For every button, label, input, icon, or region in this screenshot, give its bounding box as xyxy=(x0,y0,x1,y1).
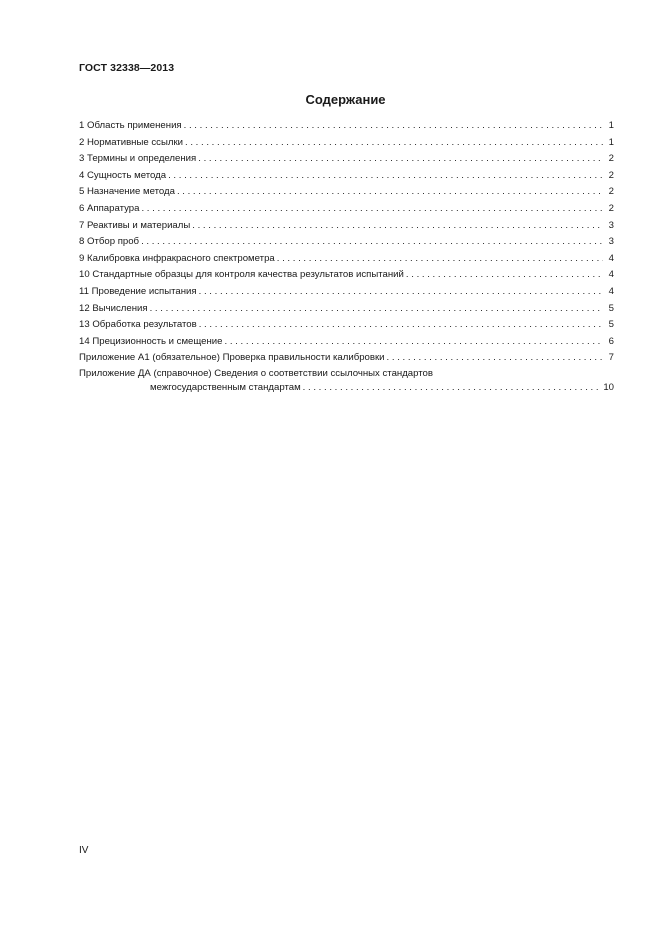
toc-entry-label: 10 Стандартные образцы для контроля качества результатов испытаний xyxy=(79,269,404,281)
toc-entry-page: 1 xyxy=(608,120,614,131)
toc-entry xyxy=(79,201,614,218)
toc-entry-page: 4 xyxy=(608,252,614,264)
dot-leader xyxy=(177,184,603,201)
toc-entry-multiline xyxy=(79,367,614,397)
toc-entry-label-line2: межгосударственным стандартам xyxy=(150,381,301,393)
toc-entry xyxy=(79,234,614,251)
toc-entry-page: 2 xyxy=(608,169,614,181)
toc-entry xyxy=(79,284,614,301)
dot-leader xyxy=(198,151,603,168)
toc-entry xyxy=(79,135,614,152)
toc-entry-label: 5 Назначение метода xyxy=(79,186,175,198)
page-title: Содержание xyxy=(305,92,386,107)
toc-entry xyxy=(79,350,614,367)
dot-leader xyxy=(185,135,603,152)
toc-entry-page: 4 xyxy=(608,285,614,297)
table-of-contents xyxy=(79,118,614,397)
toc-entry xyxy=(79,267,614,284)
dot-leader xyxy=(150,301,603,318)
toc-entry-page: 7 xyxy=(608,352,614,364)
dot-leader xyxy=(199,317,603,334)
toc-entry-label: 7 Реактивы и материалы xyxy=(79,219,191,231)
toc-entry xyxy=(79,151,614,168)
toc-entry-label: 3 Термины и определения xyxy=(79,153,197,165)
toc-entry-page: 2 xyxy=(608,153,614,165)
dot-leader xyxy=(192,218,603,235)
toc-entry-label: 6 Аппаратура xyxy=(79,202,140,214)
page-number: IV xyxy=(79,845,89,856)
toc-entry xyxy=(79,218,614,235)
toc-entry-page: 3 xyxy=(608,236,614,248)
dot-leader xyxy=(141,234,603,251)
dot-leader xyxy=(277,251,603,268)
toc-entry-label: Приложение А1 (обязательное) Проверка правильности калибровки xyxy=(79,352,385,364)
toc-entry-page: 10 xyxy=(603,381,614,393)
toc-entry xyxy=(79,118,614,135)
toc-entry-label: 1 Область применения xyxy=(79,120,182,131)
dot-leader xyxy=(168,168,603,185)
toc-entry-label-line1: Приложение ДА (справочное) Сведения о соответствии ссылочных стандартов xyxy=(79,367,433,379)
toc-entry-label: 13 Обработка результатов xyxy=(79,319,197,331)
toc-entry xyxy=(79,317,614,334)
toc-entry-label: 8 Отбор проб xyxy=(79,236,140,248)
toc-entry xyxy=(79,184,614,201)
dot-leader xyxy=(387,350,603,367)
toc-entry-page: 2 xyxy=(608,186,614,198)
toc-entry-page: 3 xyxy=(608,219,614,231)
toc-entry-label: 2 Нормативные ссылки xyxy=(79,136,184,148)
toc-entry-page: 5 xyxy=(608,302,614,314)
toc-entry-page: 5 xyxy=(608,319,614,331)
dot-leader xyxy=(199,284,603,301)
toc-entry-label: 4 Сущность метода xyxy=(79,169,167,181)
document-code: ГОСТ 32338—2013 xyxy=(79,62,175,74)
toc-entry xyxy=(79,334,614,351)
toc-entry-label: 12 Вычисления xyxy=(79,302,148,314)
toc-entry-page: 4 xyxy=(608,269,614,281)
toc-entry-label: 9 Калибровка инфракрасного спектрометра xyxy=(79,252,275,264)
toc-entry xyxy=(79,301,614,318)
toc-entry xyxy=(79,168,614,185)
dot-leader xyxy=(141,201,603,218)
dot-leader xyxy=(225,334,603,351)
toc-entry-continuation xyxy=(79,380,614,397)
toc-entry-label: 14 Прецизионность и смещение xyxy=(79,335,223,347)
toc-entry-page: 1 xyxy=(608,136,614,148)
dot-leader xyxy=(184,118,603,135)
dot-leader xyxy=(303,380,601,397)
toc-entry-page: 6 xyxy=(608,335,614,347)
toc-entry-label: 11 Проведение испытания xyxy=(79,285,197,297)
dot-leader xyxy=(406,267,603,284)
toc-entry xyxy=(79,251,614,268)
toc-entry-page: 2 xyxy=(608,202,614,214)
